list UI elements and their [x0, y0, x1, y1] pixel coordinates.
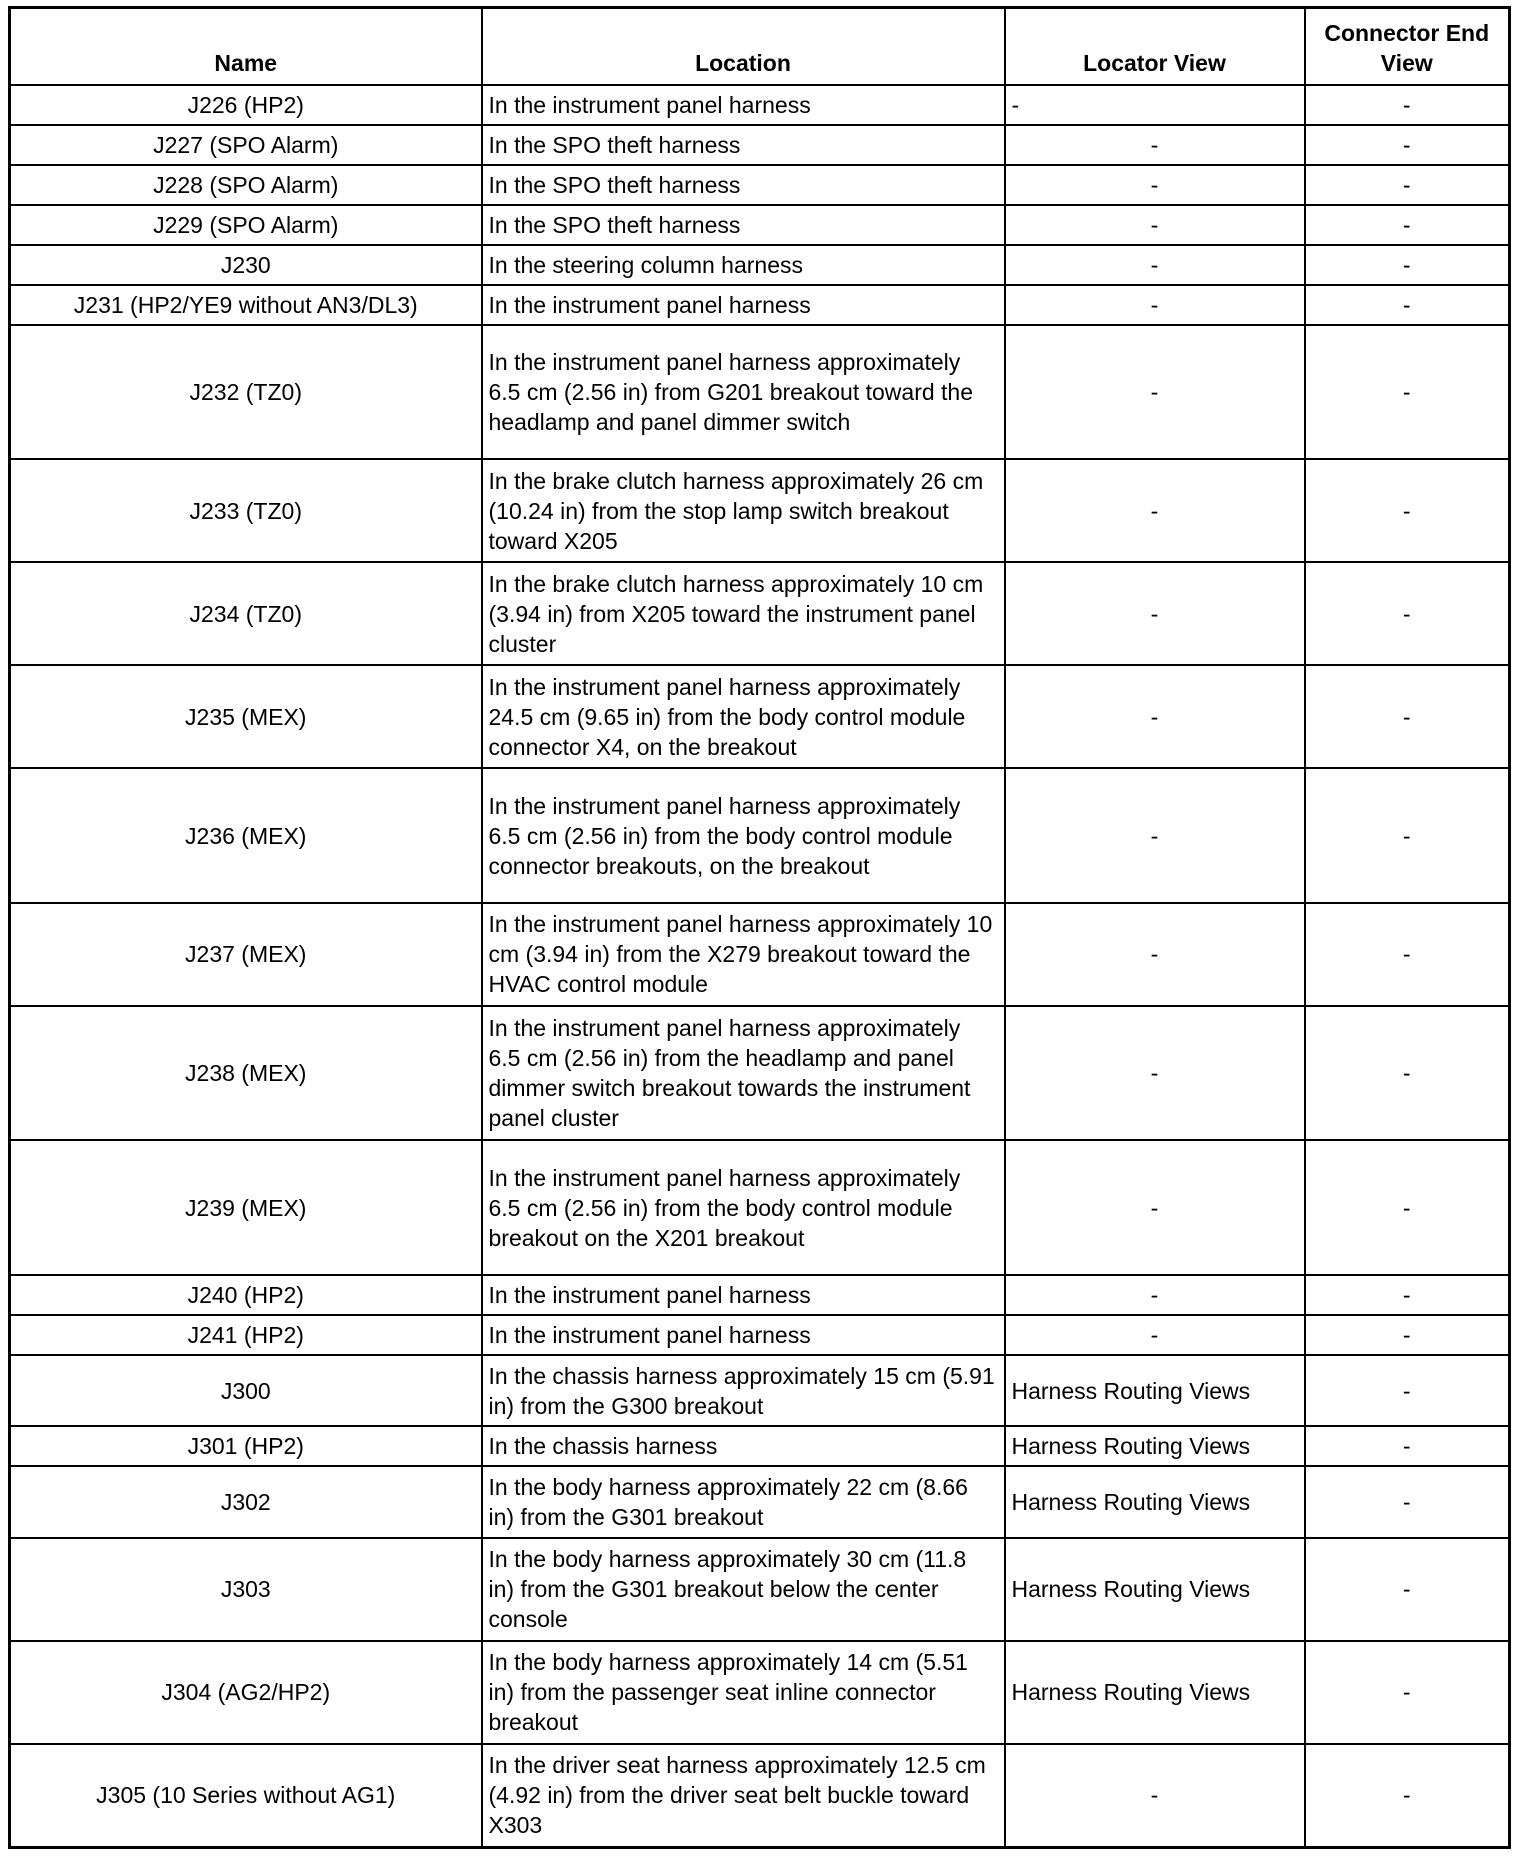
- table-row: [10, 125, 1510, 165]
- table-row: [10, 459, 1510, 562]
- cell-name: J238 (MEX): [10, 1006, 482, 1141]
- cell-locator-view: Harness Routing Views: [1005, 1466, 1305, 1537]
- cell-connector-end-view: -: [1305, 1744, 1510, 1848]
- cell-name: J241 (HP2): [10, 1315, 482, 1355]
- cell-locator-view: -: [1005, 325, 1305, 460]
- cell-location: In the SPO theft harness: [482, 165, 1005, 205]
- cell-name: J303: [10, 1538, 482, 1641]
- cell-name: J240 (HP2): [10, 1275, 482, 1315]
- cell-locator-view: -: [1005, 285, 1305, 325]
- cell-connector-end-view: -: [1305, 562, 1510, 665]
- cell-connector-end-view: -: [1305, 205, 1510, 245]
- cell-location: In the body harness approximately 14 cm (5.51 in) from the passenger seat inline connector breakout: [482, 1641, 1005, 1744]
- cell-locator-view: -: [1005, 459, 1305, 562]
- cell-location: In the chassis harness: [482, 1426, 1005, 1466]
- table-row: [10, 1355, 1510, 1426]
- cell-name: J301 (HP2): [10, 1426, 482, 1466]
- cell-locator-view: Harness Routing Views: [1005, 1426, 1305, 1466]
- cell-location: In the instrument panel harness approximately 6.5 cm (2.56 in) from the headlamp and panel dimmer switch breakout towards the instrument panel cluster: [482, 1006, 1005, 1141]
- cell-name: J305 (10 Series without AG1): [10, 1744, 482, 1848]
- cell-location: In the steering column harness: [482, 245, 1005, 285]
- cell-name: J232 (TZ0): [10, 325, 482, 460]
- table-row: [10, 562, 1510, 665]
- cell-connector-end-view: -: [1305, 1426, 1510, 1466]
- cell-connector-end-view: -: [1305, 165, 1510, 205]
- header-location: Location: [482, 8, 1005, 86]
- cell-connector-end-view: -: [1305, 768, 1510, 903]
- table-row: [10, 1315, 1510, 1355]
- table-header-row: [10, 8, 1510, 86]
- header-locator-view: Locator View: [1005, 8, 1305, 86]
- cell-connector-end-view: -: [1305, 325, 1510, 460]
- cell-location: In the instrument panel harness approximately 24.5 cm (9.65 in) from the body control module connector X4, on the breakout: [482, 665, 1005, 768]
- cell-locator-view: -: [1005, 1140, 1305, 1275]
- cell-location: In the brake clutch harness approximately 26 cm (10.24 in) from the stop lamp switch breakout toward X205: [482, 459, 1005, 562]
- cell-locator-view: -: [1005, 562, 1305, 665]
- cell-connector-end-view: -: [1305, 459, 1510, 562]
- cell-connector-end-view: -: [1305, 1315, 1510, 1355]
- cell-locator-view: Harness Routing Views: [1005, 1641, 1305, 1744]
- header-connector-end-view: Connector End View: [1305, 8, 1510, 86]
- cell-connector-end-view: -: [1305, 1538, 1510, 1641]
- cell-location: In the SPO theft harness: [482, 125, 1005, 165]
- cell-connector-end-view: -: [1305, 1355, 1510, 1426]
- cell-location: In the driver seat harness approximately 12.5 cm (4.92 in) from the driver seat belt buckle toward X303: [482, 1744, 1005, 1848]
- cell-location: In the instrument panel harness approximately 6.5 cm (2.56 in) from the body control module connector breakouts, on the breakout: [482, 768, 1005, 903]
- cell-locator-view: -: [1005, 125, 1305, 165]
- table-row: [10, 325, 1510, 460]
- cell-locator-view: -: [1005, 1006, 1305, 1141]
- cell-name: J236 (MEX): [10, 768, 482, 903]
- cell-locator-view: -: [1005, 85, 1305, 125]
- cell-location: In the instrument panel harness: [482, 1275, 1005, 1315]
- table-row: [10, 1538, 1510, 1641]
- cell-locator-view: -: [1005, 768, 1305, 903]
- table-row: [10, 1426, 1510, 1466]
- cell-location: In the brake clutch harness approximately 10 cm (3.94 in) from X205 toward the instrument panel cluster: [482, 562, 1005, 665]
- cell-location: In the body harness approximately 30 cm (11.8 in) from the G301 breakout below the center console: [482, 1538, 1005, 1641]
- table-row: [10, 1744, 1510, 1848]
- cell-name: J229 (SPO Alarm): [10, 205, 482, 245]
- table-row: [10, 1140, 1510, 1275]
- cell-location: In the instrument panel harness approximately 6.5 cm (2.56 in) from the body control module breakout on the X201 breakout: [482, 1140, 1005, 1275]
- cell-location: In the instrument panel harness: [482, 85, 1005, 125]
- cell-locator-view: -: [1005, 165, 1305, 205]
- table-row: [10, 1006, 1510, 1141]
- cell-locator-view: -: [1005, 1315, 1305, 1355]
- cell-locator-view: -: [1005, 1744, 1305, 1848]
- table-row: [10, 665, 1510, 768]
- cell-name: J230: [10, 245, 482, 285]
- cell-locator-view: Harness Routing Views: [1005, 1355, 1305, 1426]
- cell-locator-view: -: [1005, 1275, 1305, 1315]
- header-name: Name: [10, 8, 482, 86]
- table-row: [10, 1275, 1510, 1315]
- cell-location: In the SPO theft harness: [482, 205, 1005, 245]
- cell-connector-end-view: -: [1305, 903, 1510, 1006]
- table-row: [10, 205, 1510, 245]
- cell-name: J302: [10, 1466, 482, 1537]
- cell-connector-end-view: -: [1305, 245, 1510, 285]
- cell-locator-view: -: [1005, 665, 1305, 768]
- table-row: [10, 165, 1510, 205]
- cell-name: J239 (MEX): [10, 1140, 482, 1275]
- connector-table-container: [8, 6, 1508, 1849]
- cell-name: J228 (SPO Alarm): [10, 165, 482, 205]
- cell-name: J235 (MEX): [10, 665, 482, 768]
- cell-name: J231 (HP2/YE9 without AN3/DL3): [10, 285, 482, 325]
- cell-location: In the chassis harness approximately 15 cm (5.91 in) from the G300 breakout: [482, 1355, 1005, 1426]
- cell-location: In the instrument panel harness: [482, 285, 1005, 325]
- cell-name: J226 (HP2): [10, 85, 482, 125]
- cell-name: J237 (MEX): [10, 903, 482, 1006]
- cell-connector-end-view: -: [1305, 1006, 1510, 1141]
- cell-locator-view: -: [1005, 903, 1305, 1006]
- cell-name: J233 (TZ0): [10, 459, 482, 562]
- cell-connector-end-view: -: [1305, 1275, 1510, 1315]
- cell-location: In the instrument panel harness: [482, 1315, 1005, 1355]
- cell-location: In the instrument panel harness approximately 10 cm (3.94 in) from the X279 breakout toward the HVAC control module: [482, 903, 1005, 1006]
- cell-name: J300: [10, 1355, 482, 1426]
- cell-connector-end-view: -: [1305, 125, 1510, 165]
- cell-location: In the instrument panel harness approximately 6.5 cm (2.56 in) from G201 breakout toward the headlamp and panel dimmer switch: [482, 325, 1005, 460]
- cell-connector-end-view: -: [1305, 1641, 1510, 1744]
- table-row: [10, 285, 1510, 325]
- table-row: [10, 1641, 1510, 1744]
- cell-locator-view: -: [1005, 205, 1305, 245]
- cell-connector-end-view: -: [1305, 665, 1510, 768]
- cell-location: In the body harness approximately 22 cm (8.66 in) from the G301 breakout: [482, 1466, 1005, 1537]
- cell-name: J234 (TZ0): [10, 562, 482, 665]
- cell-locator-view: Harness Routing Views: [1005, 1538, 1305, 1641]
- table-row: [10, 768, 1510, 903]
- table-row: [10, 1466, 1510, 1537]
- cell-locator-view: -: [1005, 245, 1305, 285]
- inline-harness-connector-table: [8, 6, 1511, 1849]
- cell-name: J227 (SPO Alarm): [10, 125, 482, 165]
- table-row: [10, 245, 1510, 285]
- cell-connector-end-view: -: [1305, 85, 1510, 125]
- cell-name: J304 (AG2/HP2): [10, 1641, 482, 1744]
- cell-connector-end-view: -: [1305, 1466, 1510, 1537]
- cell-connector-end-view: -: [1305, 285, 1510, 325]
- table-row: [10, 85, 1510, 125]
- table-row: [10, 903, 1510, 1006]
- cell-connector-end-view: -: [1305, 1140, 1510, 1275]
